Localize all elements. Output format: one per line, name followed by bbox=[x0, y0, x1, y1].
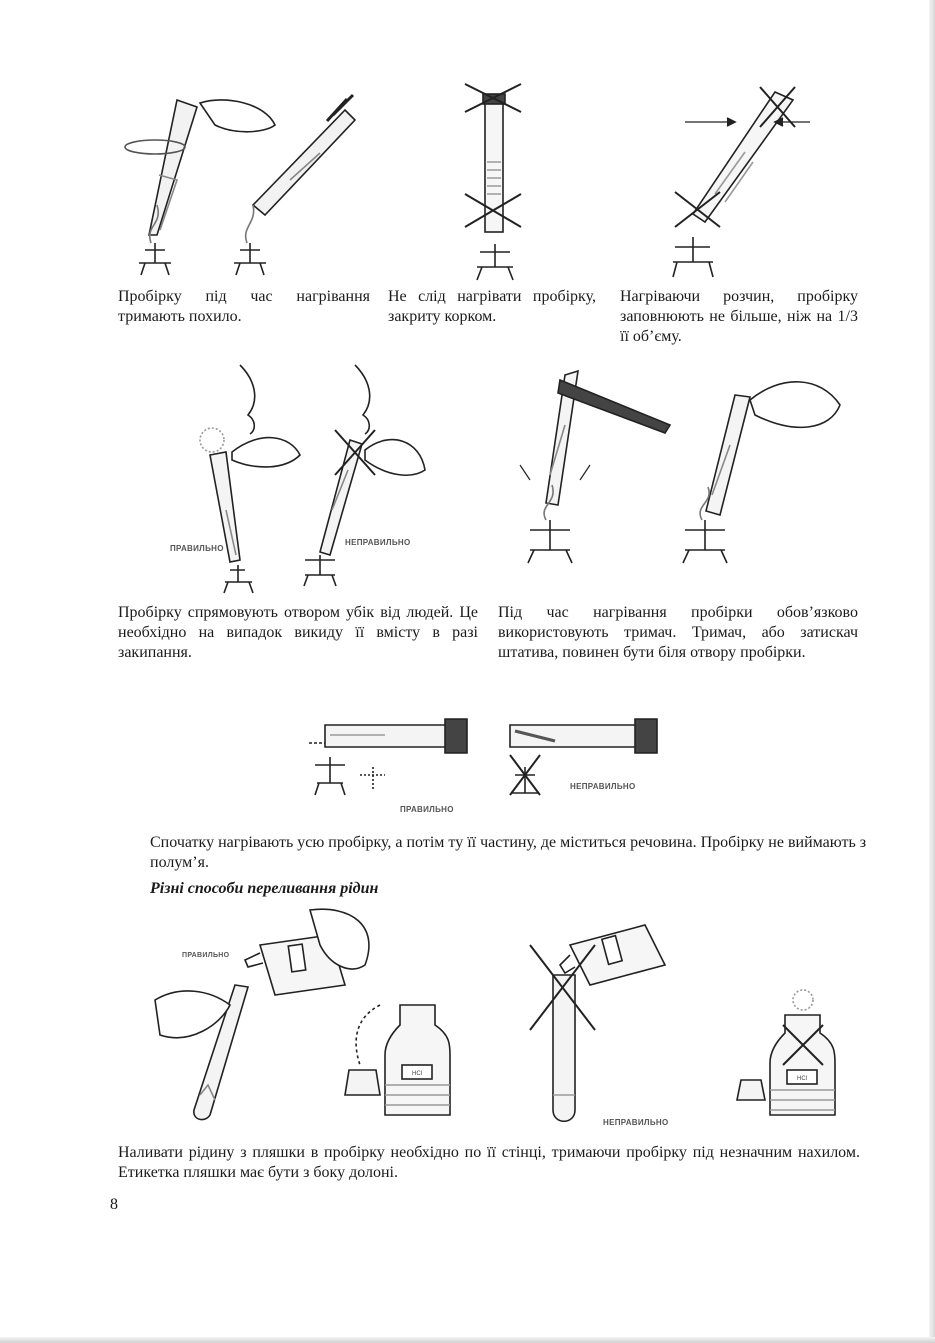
page-edge bbox=[0, 1337, 935, 1343]
label-correct: ПРАВИЛЬНО bbox=[400, 805, 454, 814]
label-incorrect: НЕПРАВИЛЬНО bbox=[345, 538, 411, 547]
page-edge bbox=[929, 0, 935, 1343]
figure-heating-whole-tube bbox=[305, 705, 675, 817]
figure-pouring-correct bbox=[150, 905, 460, 1135]
bottle-label: HCl bbox=[412, 1071, 422, 1077]
label-incorrect: НЕПРАВИЛЬНО bbox=[603, 1118, 669, 1127]
section-title: Різні способи переливання рідин bbox=[150, 880, 379, 897]
figure-fill-one-third bbox=[665, 82, 825, 282]
caption-pouring: Наливати рідину з пляшки в пробірку необхідно по її стінці, тримаючи пробірку під незначним нахилом. Етикетка пляшки має бути з боку долоні. bbox=[118, 1144, 860, 1181]
page-number: 8 bbox=[110, 1196, 118, 1213]
figure-tube-holder bbox=[500, 355, 860, 565]
caption-holder: Під час нагрівання пробірки обов’язково використовують тримач. Тримач, або затискач штатива, повинен бути біля отвору пробірки. bbox=[498, 604, 858, 661]
caption-one-third: Нагріваючи розчин, пробірку заповнюють не більше, ніж на 1/3 її об’єму. bbox=[620, 288, 858, 345]
figure-pouring-wrong bbox=[515, 905, 855, 1135]
caption-tilt: Пробірку під час нагрівання тримають похило. bbox=[118, 288, 370, 325]
figure-corked-tube-wrong bbox=[455, 82, 535, 282]
caption-direction: Пробірку спрямовують отвором убік від людей. Це необхідно на випадок викиду її вмісту в разі закипання. bbox=[118, 604, 478, 661]
label-incorrect: НЕПРАВИЛЬНО bbox=[570, 782, 636, 791]
bottle-label: HCl bbox=[797, 1076, 807, 1082]
figure-tube-direction bbox=[160, 360, 450, 595]
label-correct: ПРАВИЛЬНО bbox=[170, 544, 224, 553]
label-correct: ПРАВИЛЬНО bbox=[182, 952, 230, 959]
figure-tilted-test-tubes bbox=[115, 85, 375, 280]
caption-heating: Спочатку нагрівають усю пробірку, а потім ту її частину, де міститься речовина. Пробірку не виймають з полум’я. bbox=[150, 834, 867, 871]
caption-cork: Не слід нагрівати пробірку, закриту корком. bbox=[388, 288, 596, 325]
